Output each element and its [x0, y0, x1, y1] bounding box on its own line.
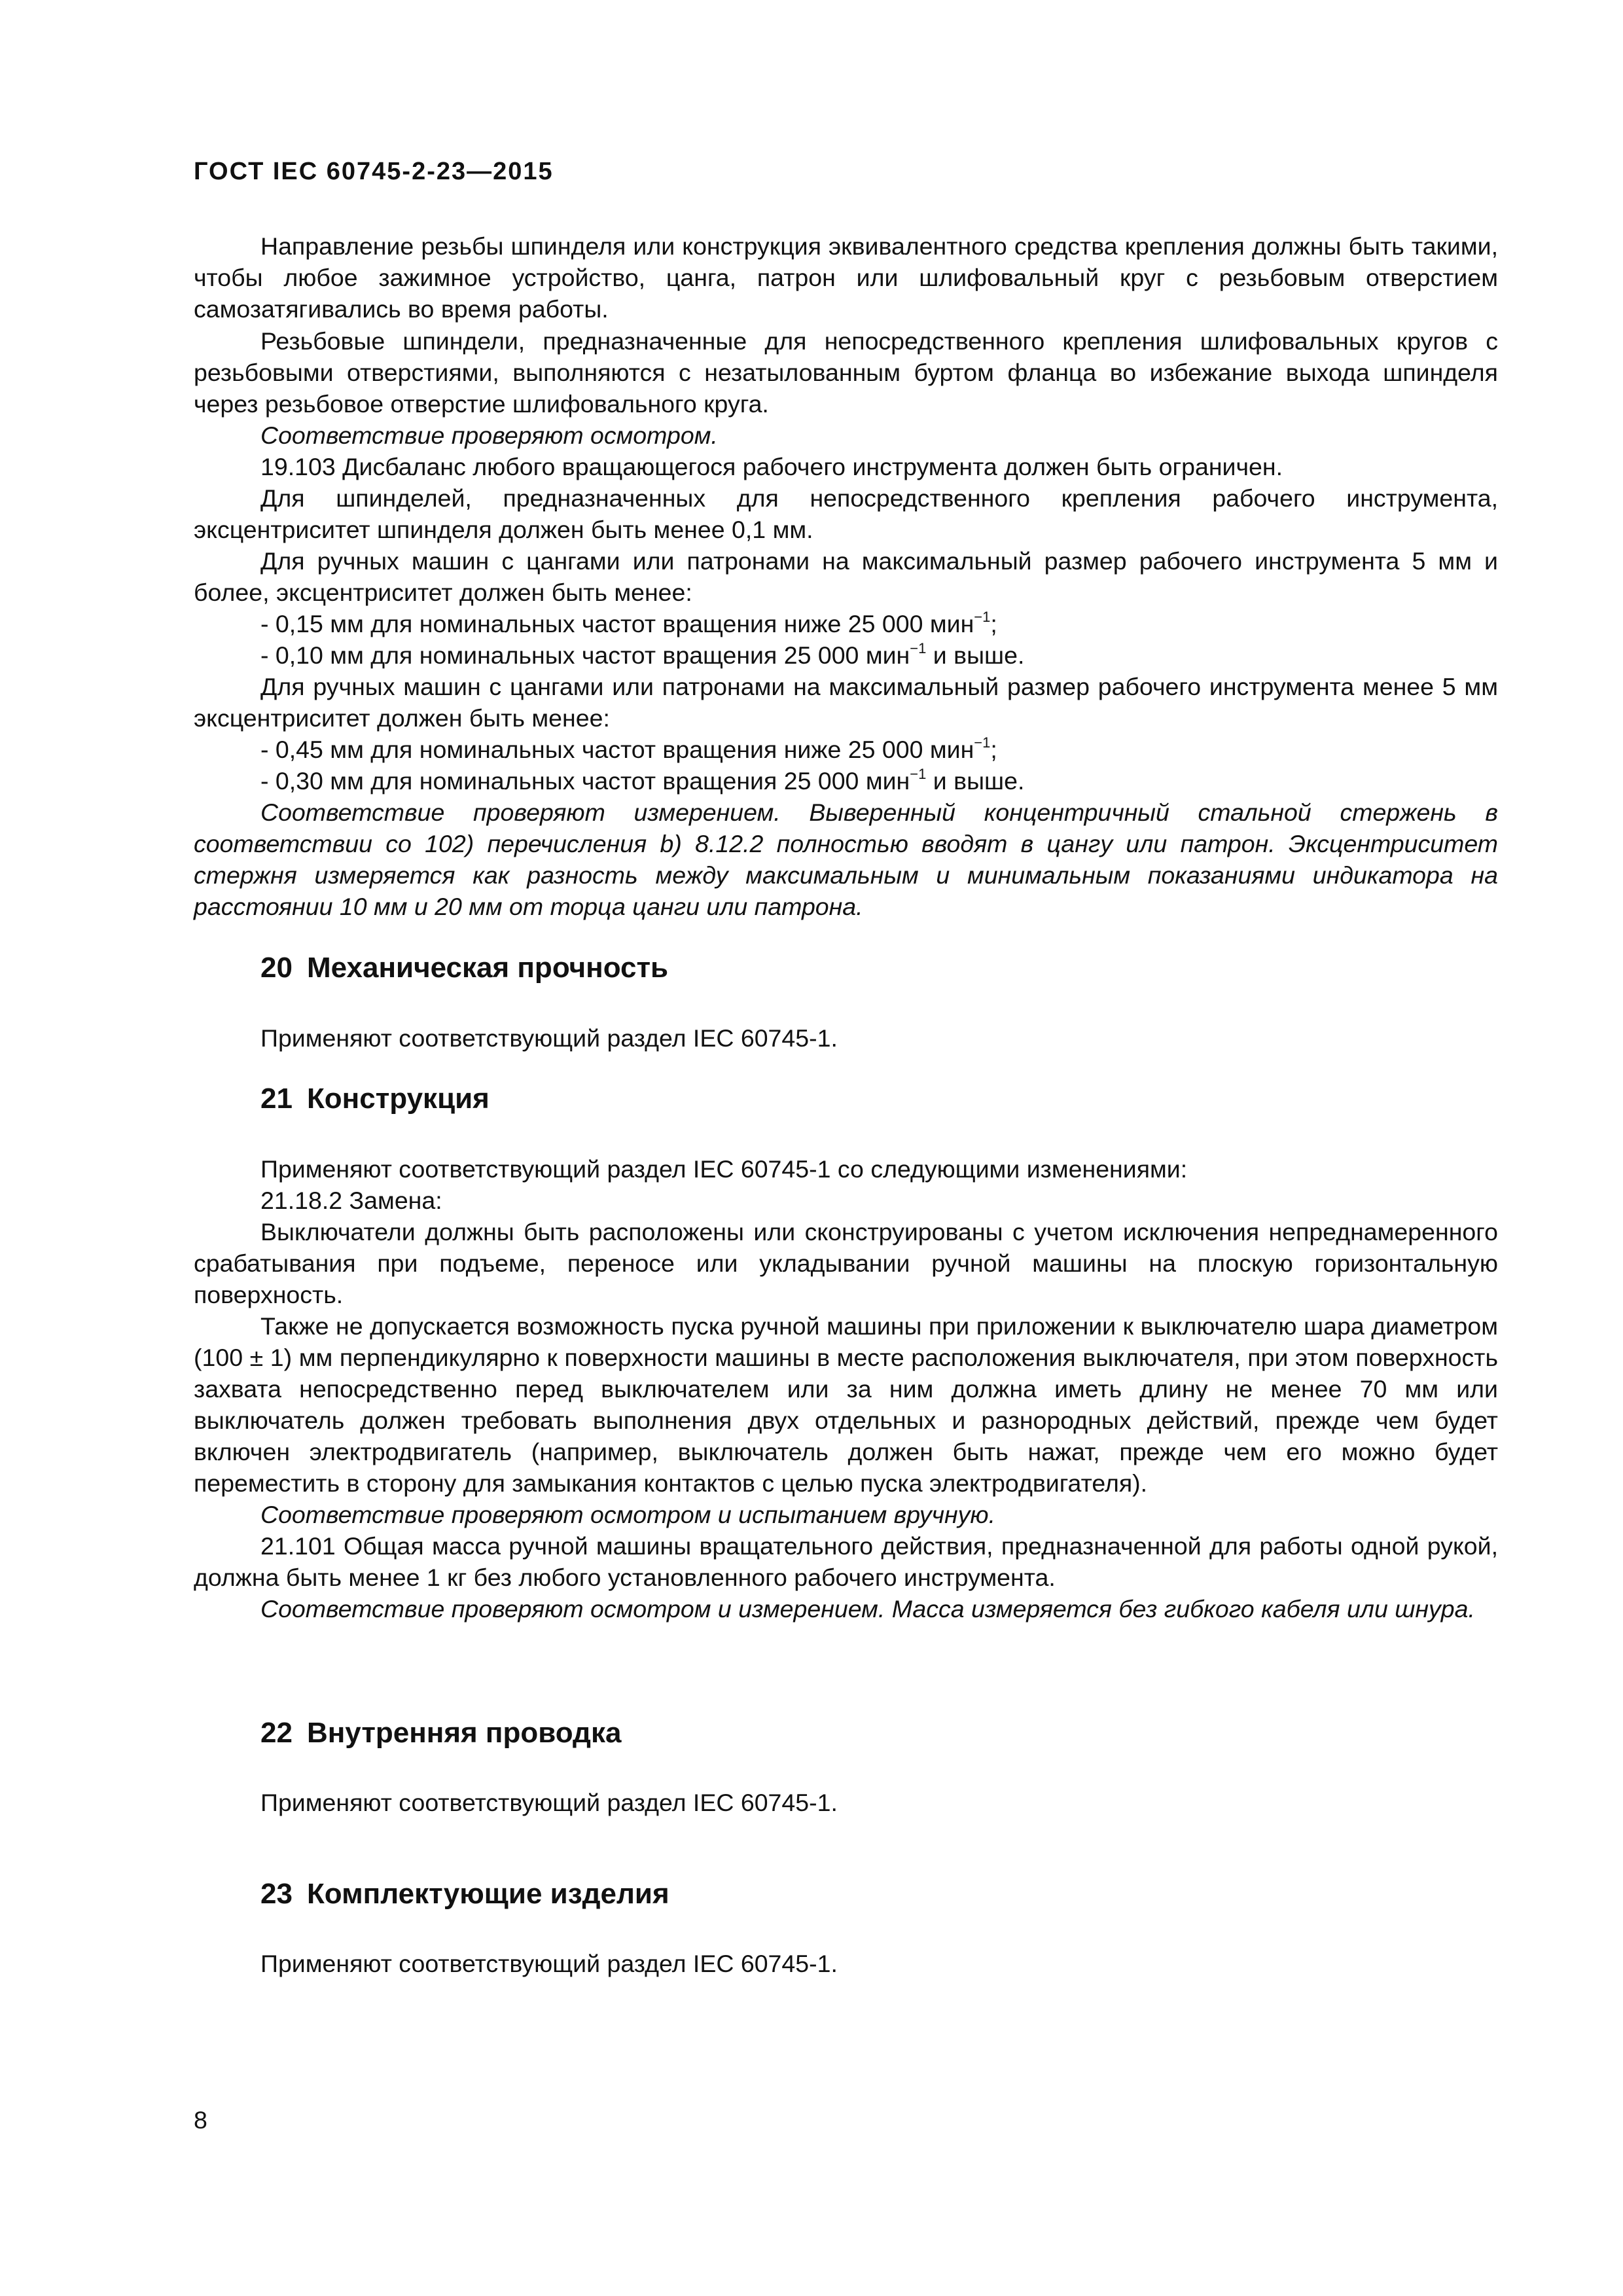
- section-23-heading: 23 Комплектующие изделия: [260, 1878, 669, 1910]
- paragraph-spindle-eccentricity: Для шпинделей, предназначенных для непосредственного крепления рабочего инструмента, эксцентриситет шпинделя должен быть менее 0,1 мм.: [194, 484, 1498, 543]
- section-21-text: Применяют соответствующий раздел IEC 60745-1 со следующими изменениями:: [260, 1155, 1188, 1183]
- paragraph-5mm-and-more: Для ручных машин с цангами или патронами на максимальный размер рабочего инструмента 5 мм и более, эксцентриситет должен быть менее:: [194, 547, 1498, 606]
- document-header: ГОСТ IEC 60745-2-23—2015: [194, 158, 554, 185]
- compliance-manual-test-note: Соответствие проверяют осмотром и испытанием вручную.: [260, 1501, 996, 1528]
- page-number: 8: [194, 2106, 207, 2134]
- list-item: - 0,45 мм для номинальных частот вращения ниже 25 000 мин$^{-1}$;: [260, 734, 997, 763]
- compliance-inspection-note: Соответствие проверяют осмотром.: [260, 422, 718, 449]
- section-20-text: Применяют соответствующий раздел IEC 60745-1.: [260, 1024, 838, 1052]
- compliance-mass-note: Соответствие проверяют осмотром и измерением. Масса измеряется без гибкого кабеля или шнура.: [260, 1595, 1475, 1623]
- list-item: - 0,10 мм для номинальных частот вращения 25 000 мин$^{-1}$ и выше.: [260, 640, 1025, 669]
- clause-21-101: 21.101 Общая масса ручной машины вращательного действия, предназначенной для работы одной рукой, должна быть менее 1 кг без любого установленного рабочего инструмента.: [194, 1532, 1498, 1591]
- section-23-text: Применяют соответствующий раздел IEC 60745-1.: [260, 1950, 838, 1977]
- paragraph-ball-test: Также не допускается возможность пуска ручной машины при приложении к выключателю шара диаметром (100 ± 1) мм перпендикулярно к поверхности машины в месте расположения выключателя, при этом поверхность захвата непосредственно перед выключателем или за ним должна иметь длину не менее 70 мм или выключатель должен требовать выполнения двух отдельных и разнородных действий, прежде чем будет включен электродвигатель (например, выключатель должен быть нажат, прежде чем его можно будет переместить в сторону для замыкания контактов с целью пуска электродвигателя).: [194, 1312, 1498, 1497]
- section-21-heading: 21 Конструкция: [260, 1083, 490, 1115]
- paragraph-threaded-spindles: Резьбовые шпиндели, предназначенные для непосредственного крепления шлифовальных кругов с резьбовыми отверстиями, выполняются с незатылованным буртом фланца во избежание выхода шпинделя через резьбовое отверстие шлифовального круга.: [194, 327, 1498, 418]
- section-22-text: Применяют соответствующий раздел IEC 60745-1.: [260, 1789, 838, 1816]
- section-22-heading: 22 Внутренняя проводка: [260, 1717, 622, 1749]
- paragraph-switches: Выключатели должны быть расположены или сконструированы с учетом исключения непреднамеренного срабатывания при подъеме, переносе или укладывании ручной машины на плоскую горизонтальную поверхность.: [194, 1218, 1498, 1308]
- paragraph-less-than-5mm: Для ручных машин с цангами или патронами на максимальный размер рабочего инструмента менее 5 мм эксцентриситет должен быть менее:: [194, 673, 1498, 732]
- list-item: - 0,30 мм для номинальных частот вращения 25 000 мин$^{-1}$ и выше.: [260, 766, 1025, 795]
- clause-21-18-2: 21.18.2 Замена:: [260, 1187, 442, 1214]
- clause-19-103: 19.103 Дисбаланс любого вращающегося рабочего инструмента должен быть ограничен.: [260, 453, 1283, 480]
- section-20-heading: 20 Механическая прочность: [260, 952, 669, 984]
- compliance-measurement-note: Соответствие проверяют измерением. Выверенный концентричный стальной стержень в соответствии со 102) перечисления b) 8.12.2 полностью вводят в цангу или патрон. Эксцентриситет стержня измеряется как разность между максимальным и минимальным показаниями индикатора на расстоянии 10 мм и 20 мм от торца цанги или патрона.: [194, 798, 1498, 920]
- paragraph-thread-direction: Направление резьбы шпинделя или конструкция эквивалентного средства крепления должны быть такими, чтобы любое зажимное устройство, цанга, патрон или шлифовальный круг с резьбовым отверстием самозатягивались во время работы.: [194, 232, 1498, 323]
- list-item: - 0,15 мм для номинальных частот вращения ниже 25 000 мин$^{-1}$;: [260, 609, 997, 637]
